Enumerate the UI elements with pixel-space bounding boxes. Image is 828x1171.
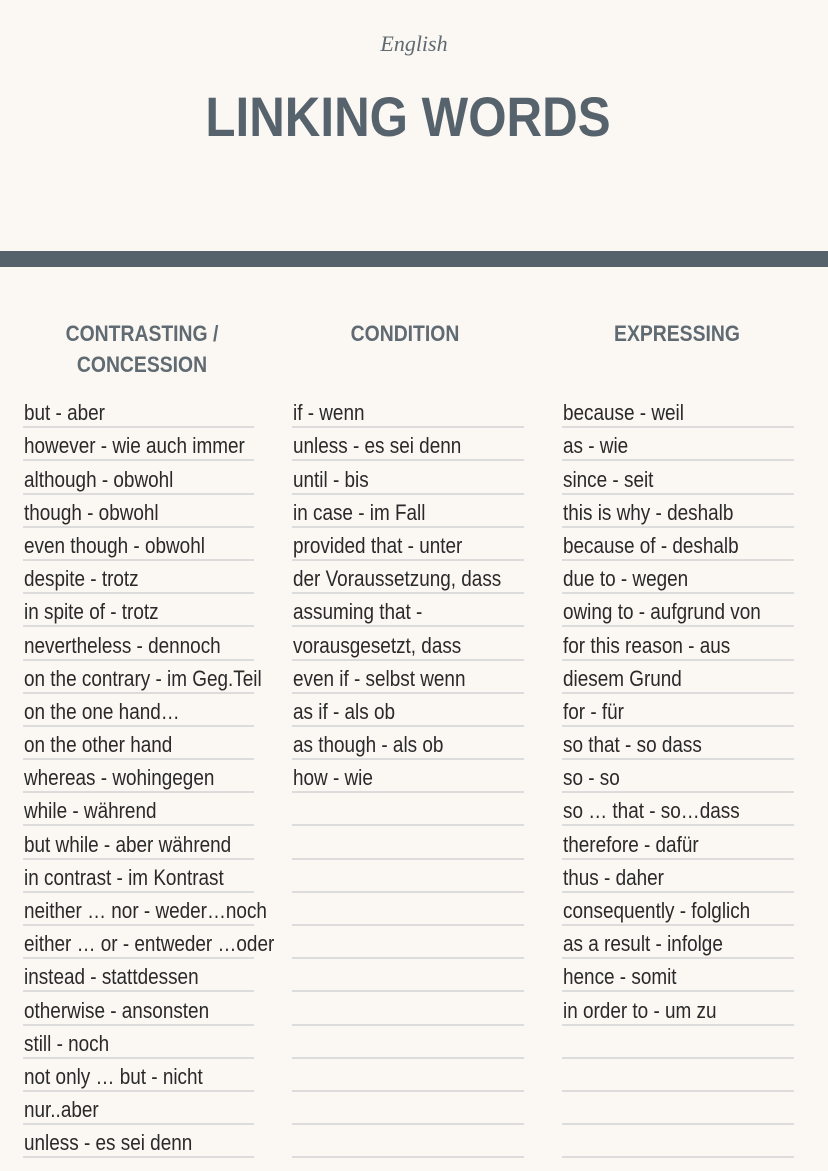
list-item (562, 860, 794, 893)
list-item (292, 528, 524, 561)
list-item (562, 727, 794, 760)
list-item (562, 561, 794, 594)
list-item-text: diesem Grund (563, 665, 682, 691)
list-item-text: this is why - deshalb (563, 499, 734, 525)
list-item (292, 661, 524, 694)
column-contrasting-list (23, 395, 275, 1158)
list-item-text: so … that - so…dass (563, 798, 740, 824)
list-item (23, 395, 254, 428)
list-item-text: if - wenn (293, 400, 365, 426)
list-item-text: owing to - aufgrund von (563, 599, 761, 625)
list-item-text: on the other hand (24, 732, 173, 758)
list-item (23, 926, 275, 959)
list-item-text: though - obwohl (24, 499, 159, 525)
list-item-text: vorausgesetzt, dass (293, 632, 462, 658)
blank-ruled-line (292, 926, 524, 959)
list-item (292, 395, 524, 428)
list-item (562, 694, 794, 727)
list-item-text: neither … nor - weder…noch (24, 898, 267, 923)
list-item-text: but while - aber während (24, 831, 232, 857)
list-item-text: how - wie (293, 765, 373, 791)
blank-ruled-line (562, 1059, 794, 1092)
list-item (292, 694, 524, 727)
column-heading-condition (306, 318, 505, 349)
column-heading-line: EXPRESSING (614, 321, 740, 346)
list-item-text: on the contrary - im Geg.Teil (24, 665, 262, 691)
list-item-text: assuming that - (293, 599, 423, 625)
header-divider (0, 251, 828, 267)
list-item-text: while - während (24, 798, 157, 824)
page-subtitle: English (380, 31, 448, 56)
list-item (562, 395, 794, 428)
list-item-text: even though - obwohl (24, 532, 205, 558)
list-item (292, 627, 524, 660)
list-item-text: consequently - folglich (563, 898, 751, 923)
list-item (292, 561, 524, 594)
list-item (292, 727, 524, 760)
list-item-text: whereas - wohingegen (24, 765, 215, 791)
list-item-text: thus - daher (563, 864, 664, 890)
list-item (23, 428, 254, 461)
list-item (23, 528, 254, 561)
list-item (23, 793, 254, 826)
list-item-text: because of - deshalb (563, 532, 739, 558)
list-item-text: in spite of - trotz (24, 599, 159, 625)
list-item-text: despite - trotz (24, 566, 139, 592)
column-expressing-list (562, 395, 794, 1158)
list-item-text: unless - es sei denn (24, 1130, 193, 1156)
blank-ruled-line (292, 959, 524, 992)
blank-ruled-line (292, 860, 524, 893)
list-item-text: even if - selbst wenn (293, 665, 466, 691)
list-item-text: provided that - unter (293, 532, 463, 558)
list-item (562, 428, 794, 461)
list-item-text: as - wie (563, 433, 629, 459)
list-item (292, 760, 524, 793)
list-item-text: therefore - dafür (563, 831, 699, 857)
list-item-text: but - aber (24, 400, 105, 426)
list-item (23, 959, 254, 992)
column-heading-line: CONDITION (350, 321, 460, 346)
list-item-text: until - bis (293, 466, 369, 492)
list-item-text: not only … but - nicht (24, 1063, 203, 1089)
list-item-text: otherwise - ansonsten (24, 997, 210, 1023)
column-condition-list (292, 395, 524, 1158)
blank-ruled-line (292, 1092, 524, 1125)
list-item (562, 461, 794, 494)
list-item (23, 860, 254, 893)
column-heading-line: CONCESSION (76, 352, 208, 377)
list-item (23, 760, 254, 793)
list-item (23, 893, 267, 926)
list-item-text: on the one hand… (24, 698, 180, 724)
list-item-text: either … or - entweder …oder (24, 931, 275, 957)
list-item-text: instead - stattdessen (24, 964, 199, 990)
list-item (562, 959, 794, 992)
list-item-text: in contrast - im Kontrast (24, 864, 224, 890)
list-item (23, 992, 254, 1025)
list-item (562, 992, 794, 1025)
blank-ruled-line (562, 1125, 794, 1158)
list-item (292, 461, 524, 494)
list-item (23, 826, 254, 859)
list-item (292, 594, 524, 627)
blank-ruled-line (292, 826, 524, 859)
list-item (23, 461, 254, 494)
blank-ruled-line (562, 1026, 794, 1059)
list-item (562, 893, 794, 926)
list-item (23, 495, 254, 528)
list-item-text: due to - wegen (563, 566, 689, 592)
list-item-text: nevertheless - dennoch (24, 632, 221, 658)
list-item (23, 1125, 254, 1158)
list-item-text: as if - als ob (293, 698, 396, 724)
list-item-text: in case - im Fall (293, 499, 426, 525)
list-item (562, 594, 794, 627)
list-item (23, 1059, 254, 1092)
list-item-text: for this reason - aus (563, 632, 731, 658)
list-item-text: hence - somit (563, 964, 677, 990)
list-item-text: as a result - infolge (563, 931, 723, 957)
blank-ruled-line (292, 1026, 524, 1059)
list-item (292, 495, 524, 528)
list-item (23, 1092, 254, 1125)
column-heading-contrasting (38, 318, 246, 380)
blank-ruled-line (292, 1125, 524, 1158)
list-item-text: for - für (563, 698, 624, 724)
list-item-text: unless - es sei denn (293, 433, 462, 459)
blank-ruled-line (292, 992, 524, 1025)
page-title: LINKING WORDS (205, 85, 611, 148)
list-item (562, 793, 794, 826)
list-item (562, 760, 794, 793)
blank-ruled-line (562, 1092, 794, 1125)
list-item (562, 926, 794, 959)
list-item (23, 627, 254, 660)
list-item (23, 661, 262, 694)
list-item (562, 661, 794, 694)
list-item (292, 428, 524, 461)
list-item (23, 694, 254, 727)
blank-ruled-line (292, 893, 524, 926)
list-item (562, 495, 794, 528)
list-item-text: in order to - um zu (563, 997, 717, 1023)
column-heading-line: CONTRASTING / (65, 321, 219, 346)
list-item (562, 627, 794, 660)
list-item (562, 528, 794, 561)
list-item (562, 826, 794, 859)
list-item-text: however - wie auch immer (24, 433, 245, 459)
list-item-text: so that - so dass (563, 732, 702, 758)
list-item-text: so - so (563, 765, 620, 791)
list-item-text: still - noch (24, 1030, 110, 1056)
blank-ruled-line (292, 793, 524, 826)
column-heading-expressing (576, 318, 778, 349)
list-item-text: since - seit (563, 466, 654, 492)
list-item-text: although - obwohl (24, 466, 174, 492)
list-item (23, 594, 254, 627)
list-item (23, 561, 254, 594)
list-item-text: nur..aber (24, 1097, 99, 1123)
list-item (23, 727, 254, 760)
list-item-text: because - weil (563, 400, 684, 426)
list-item-text: der Voraussetzung, dass (293, 566, 502, 592)
list-item (23, 1026, 254, 1059)
blank-ruled-line (292, 1059, 524, 1092)
list-item-text: as though - als ob (293, 732, 444, 758)
